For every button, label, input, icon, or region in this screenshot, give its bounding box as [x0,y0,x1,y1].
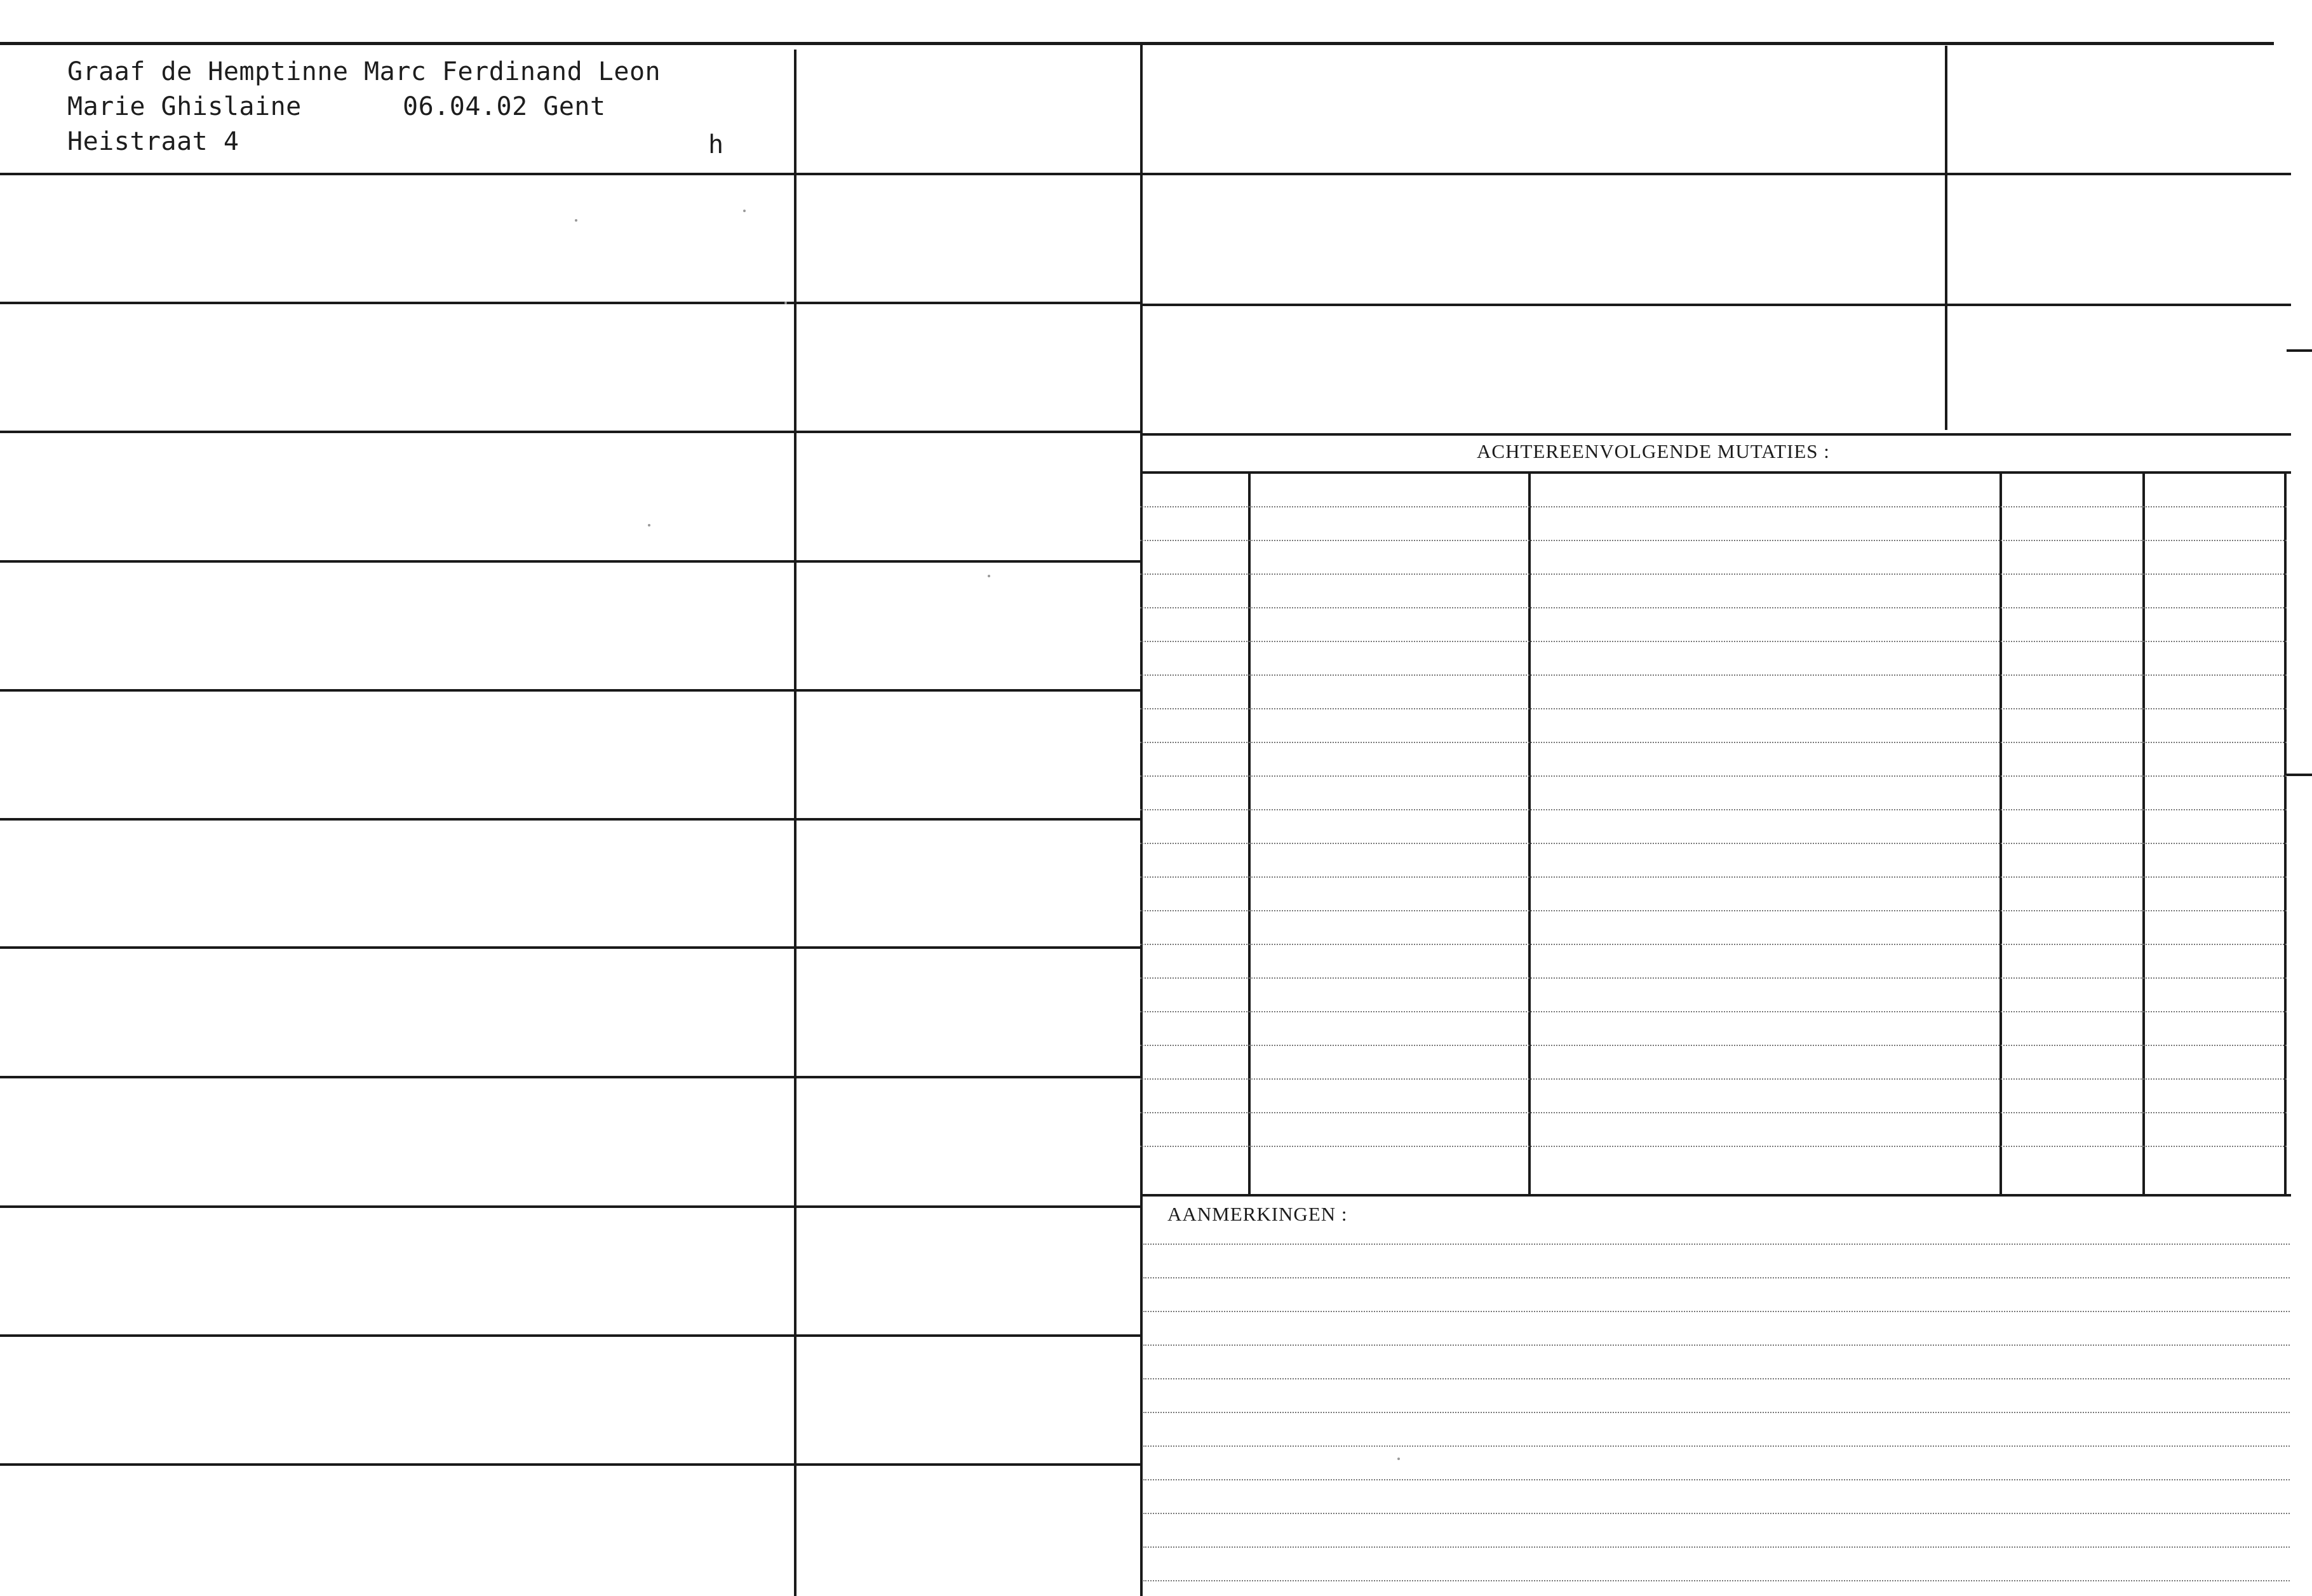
row-line [0,1205,1140,1208]
row-line [0,818,1140,821]
mutaties-ruled-line [1140,1011,2287,1014]
mutaties-ruled-line [1140,1112,2287,1115]
row-line [0,1334,1140,1337]
mutaties-ruled-line [1140,674,2287,677]
row-line [0,946,1140,949]
row-line [0,689,1140,692]
mutaties-ruled-line [1140,809,2287,812]
mutaties-ruled-line [1140,742,2287,744]
remarks-heading: AANMERKINGEN : [1167,1203,1348,1225]
scan-speck [988,575,990,577]
mutaties-ruled-line [1140,1078,2287,1081]
remarks-ruled-line [1143,1445,2290,1448]
remarks-ruled-line [1143,1546,2290,1549]
row-line [0,1463,1140,1466]
remarks-ruled-line [1143,1244,2290,1246]
scan-speck [784,302,787,304]
row-line [0,173,1140,175]
mutaties-ruled-line [1140,977,2287,980]
row-line [0,302,1140,304]
record-address: Heistraat 4 [67,127,239,156]
margin-tick [2287,349,2312,352]
record-marker: h [708,130,724,159]
mutaties-heading: ACHTEREENVOLGENDE MUTATIES : [1477,440,1830,462]
scan-speck [648,524,650,526]
mutaties-ruled-line [1140,876,2287,879]
mutaties-ruled-line [1140,607,2287,610]
mutaties-table [1140,473,2291,1197]
remarks-ruled-line [1143,1345,2290,1347]
mutaties-ruled-line [1140,641,2287,643]
remarks-ruled-line [1143,1513,2290,1515]
scan-speck [575,219,577,222]
top-border-line [0,42,2274,45]
row-line [0,1076,1140,1078]
mutaties-col-divider [1248,473,1251,1195]
mutaties-ruled-line [1140,843,2287,845]
remarks-ruled-line [1143,1412,2290,1414]
mutaties-col-divider [2284,473,2287,1195]
mutaties-top-line [1140,433,2291,436]
mutaties-ruled-line [1140,506,2287,509]
remarks-ruled-line [1143,1580,2290,1583]
remarks-ruled-line [1143,1311,2290,1313]
mutaties-ruled-line [1140,573,2287,576]
record-given-names: Marie Ghislaine [67,92,302,121]
scan-speck [1397,1458,1400,1460]
mutaties-ruled-line [1140,775,2287,778]
remarks-ruled-line [1143,1378,2290,1381]
mutaties-ruled-line [1140,910,2287,913]
right-row-line [1140,173,2291,175]
remarks-ruled-line [1143,1479,2290,1482]
mutaties-col-divider [2142,473,2145,1195]
mutaties-col-divider [1528,473,1531,1195]
mutaties-col-divider [1999,473,2002,1195]
remarks-ruled-line [1143,1277,2290,1280]
row-line [0,431,1140,433]
mutaties-ruled-line [1140,540,2287,542]
row-line [0,560,1140,563]
mutaties-bottom-line [1140,1194,2291,1197]
mutaties-ruled-line [1140,944,2287,946]
scan-speck [743,210,746,212]
right-row-line [1140,304,2291,306]
mutaties-ruled-line [1140,1146,2287,1148]
mutaties-ruled-line [1140,708,2287,711]
record-name: Graaf de Hemptinne Marc Ferdinand Leon [67,57,661,86]
left-column-divider [794,50,796,1596]
mutaties-ruled-line [1140,1045,2287,1047]
record-birth: 06.04.02 Gent [403,92,606,121]
right-top-divider [1945,46,1947,430]
